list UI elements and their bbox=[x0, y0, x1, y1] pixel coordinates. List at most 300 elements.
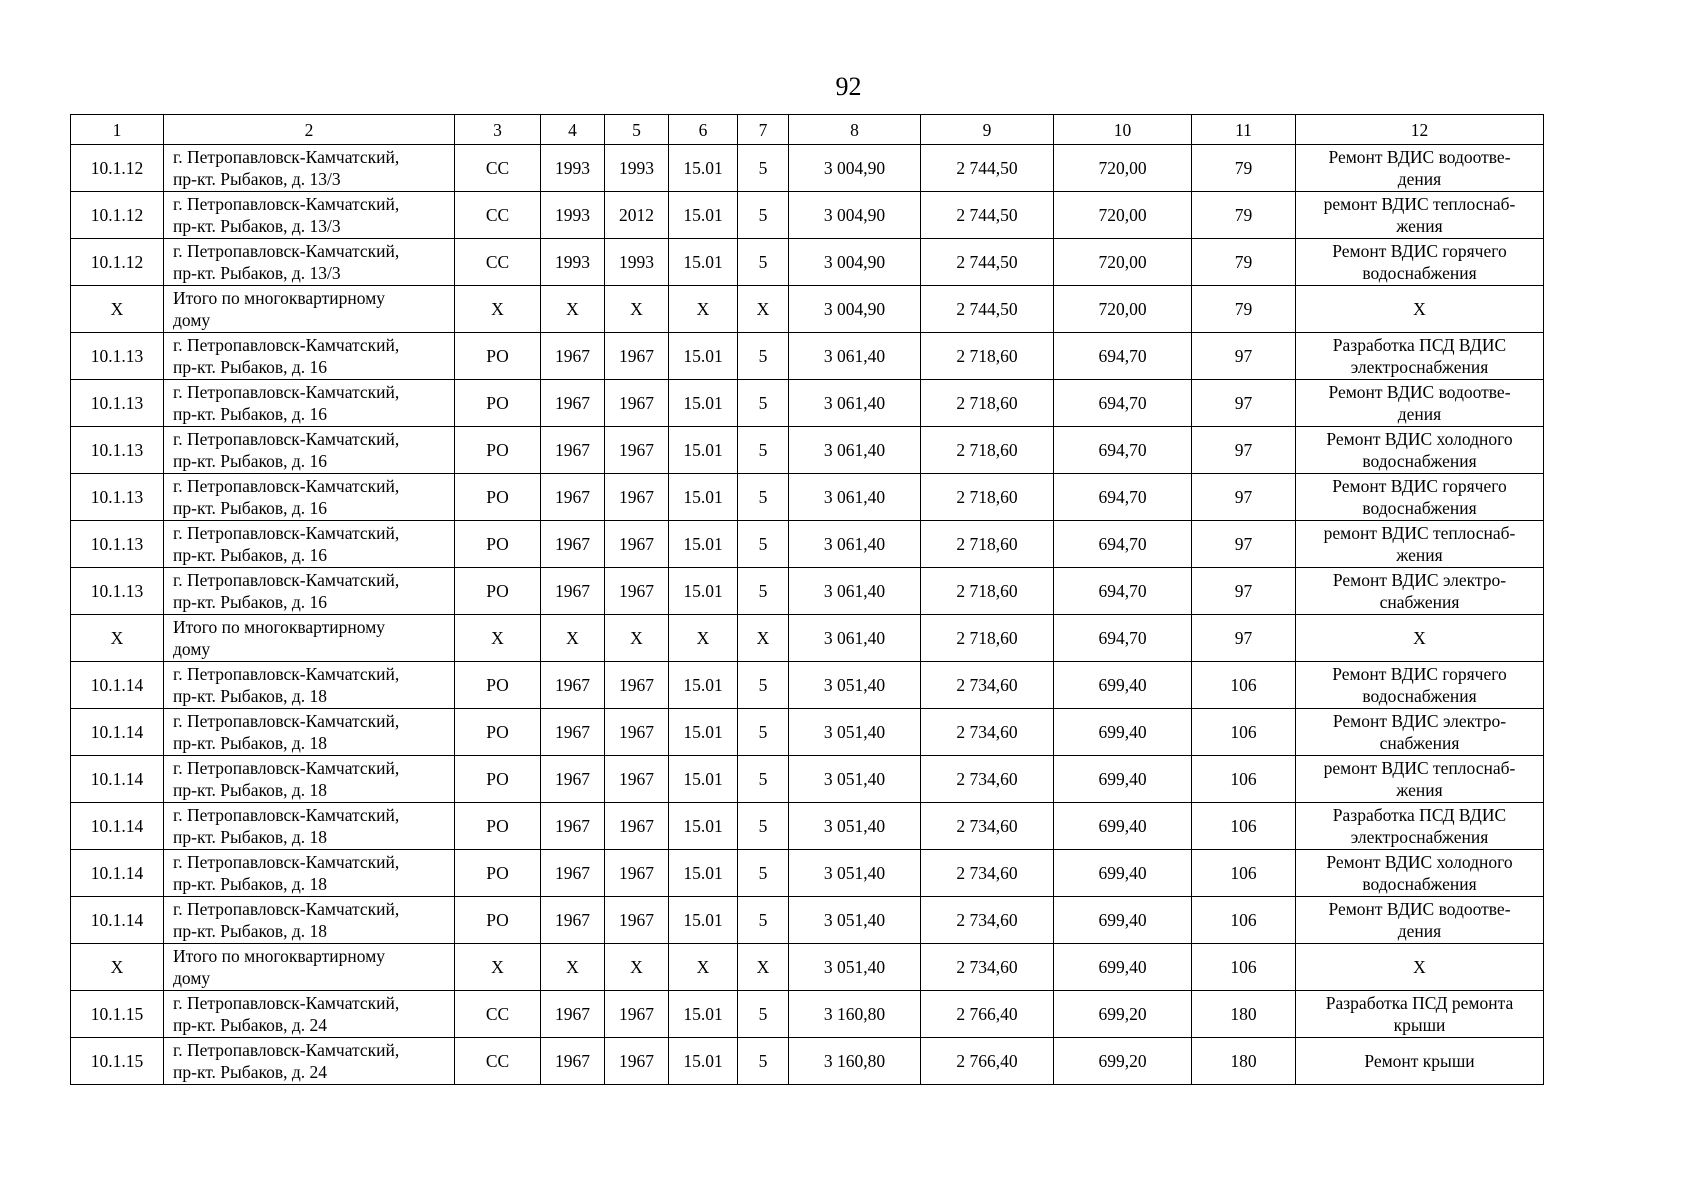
address-line-1: г. Петропавловск-Камчатский, bbox=[173, 523, 400, 543]
total-area-cell: 3 061,40 bbox=[789, 615, 921, 662]
code-cell: 15.01 bbox=[669, 803, 738, 850]
work-type-cell bbox=[1296, 380, 1544, 427]
code-cell: X bbox=[669, 944, 738, 991]
residents-cell: 97 bbox=[1192, 568, 1296, 615]
work-type-cell bbox=[1296, 521, 1544, 568]
work-type-cell bbox=[1296, 850, 1544, 897]
work-type-line-2: водоснабжения bbox=[1362, 874, 1477, 894]
total-area-cell: 3 051,40 bbox=[789, 850, 921, 897]
repair-year-cell: 1967 bbox=[605, 897, 669, 944]
floors-cell: 5 bbox=[738, 427, 789, 474]
address-line-1: г. Петропавловск-Камчатский, bbox=[173, 805, 400, 825]
repair-year-cell: 1993 bbox=[605, 239, 669, 286]
work-type-line-1: X bbox=[1413, 628, 1426, 648]
code-cell: 15.01 bbox=[669, 474, 738, 521]
work-type-line-2: водоснабжения bbox=[1362, 263, 1477, 283]
floors-cell: 5 bbox=[738, 662, 789, 709]
address-cell bbox=[164, 991, 455, 1038]
address-line-2: пр-кт. Рыбаков, д. 18 bbox=[173, 827, 327, 847]
code-cell: 15.01 bbox=[669, 662, 738, 709]
residents-cell: 106 bbox=[1192, 709, 1296, 756]
owner-code-cell: X bbox=[455, 615, 541, 662]
living-area-cell: 2 718,60 bbox=[921, 615, 1054, 662]
column-header: 2 bbox=[164, 115, 455, 145]
table-row bbox=[71, 991, 1544, 1038]
address-line-2: дому bbox=[173, 639, 211, 659]
address-cell bbox=[164, 427, 455, 474]
repair-year-cell: 1967 bbox=[605, 333, 669, 380]
total-area-cell: 3 004,90 bbox=[789, 145, 921, 192]
common-area-cell: 699,40 bbox=[1054, 803, 1192, 850]
item-number-cell: 10.1.13 bbox=[71, 333, 164, 380]
table-row bbox=[71, 427, 1544, 474]
address-line-1: Итого по многоквартирному bbox=[173, 617, 386, 637]
work-type-cell bbox=[1296, 427, 1544, 474]
address-cell bbox=[164, 897, 455, 944]
table-row bbox=[71, 239, 1544, 286]
work-type-cell bbox=[1296, 897, 1544, 944]
common-area-cell: 694,70 bbox=[1054, 521, 1192, 568]
housing-repair-table bbox=[70, 114, 1544, 1085]
code-cell: 15.01 bbox=[669, 756, 738, 803]
owner-code-cell: РО bbox=[455, 474, 541, 521]
work-type-line-1: ремонт ВДИС теплоснаб- bbox=[1323, 523, 1516, 543]
work-type-line-1: ремонт ВДИС теплоснаб- bbox=[1323, 758, 1516, 778]
address-line-1: Итого по многоквартирному bbox=[173, 946, 386, 966]
work-type-line-2: водоснабжения bbox=[1362, 498, 1477, 518]
owner-code-cell: X bbox=[455, 944, 541, 991]
living-area-cell: 2 734,60 bbox=[921, 944, 1054, 991]
address-line-1: г. Петропавловск-Камчатский, bbox=[173, 993, 400, 1013]
address-cell bbox=[164, 145, 455, 192]
address-cell bbox=[164, 615, 455, 662]
column-header: 4 bbox=[541, 115, 605, 145]
column-header: 12 bbox=[1296, 115, 1544, 145]
residents-cell: 106 bbox=[1192, 662, 1296, 709]
address-line-1: г. Петропавловск-Камчатский, bbox=[173, 241, 400, 261]
build-year-cell: 1967 bbox=[541, 427, 605, 474]
code-cell: X bbox=[669, 615, 738, 662]
total-area-cell: 3 160,80 bbox=[789, 991, 921, 1038]
common-area-cell: 699,40 bbox=[1054, 709, 1192, 756]
living-area-cell: 2 734,60 bbox=[921, 850, 1054, 897]
repair-year-cell: 1967 bbox=[605, 427, 669, 474]
build-year-cell: 1993 bbox=[541, 145, 605, 192]
living-area-cell: 2 718,60 bbox=[921, 521, 1054, 568]
total-area-cell: 3 061,40 bbox=[789, 568, 921, 615]
item-number-cell: 10.1.14 bbox=[71, 850, 164, 897]
common-area-cell: 720,00 bbox=[1054, 145, 1192, 192]
work-type-cell bbox=[1296, 286, 1544, 333]
build-year-cell: X bbox=[541, 286, 605, 333]
work-type-line-2: снабжения bbox=[1379, 592, 1460, 612]
work-type-line-1: Ремонт ВДИС электро- bbox=[1332, 711, 1507, 731]
work-type-cell bbox=[1296, 615, 1544, 662]
owner-code-cell: СС bbox=[455, 1038, 541, 1085]
code-cell: 15.01 bbox=[669, 521, 738, 568]
floors-cell: 5 bbox=[738, 756, 789, 803]
address-line-1: г. Петропавловск-Камчатский, bbox=[173, 711, 400, 731]
repair-year-cell: X bbox=[605, 286, 669, 333]
living-area-cell: 2 766,40 bbox=[921, 991, 1054, 1038]
work-type-line-1: Ремонт ВДИС горячего bbox=[1332, 476, 1507, 496]
item-number-cell: X bbox=[71, 944, 164, 991]
residents-cell: 106 bbox=[1192, 850, 1296, 897]
repair-year-cell: 1967 bbox=[605, 709, 669, 756]
common-area-cell: 694,70 bbox=[1054, 568, 1192, 615]
address-cell bbox=[164, 380, 455, 427]
item-number-cell: 10.1.13 bbox=[71, 521, 164, 568]
work-type-line-1: Ремонт ВДИС горячего bbox=[1332, 664, 1507, 684]
address-cell bbox=[164, 709, 455, 756]
common-area-cell: 699,40 bbox=[1054, 756, 1192, 803]
table-body bbox=[71, 115, 1544, 1085]
total-area-cell: 3 061,40 bbox=[789, 380, 921, 427]
address-line-1: г. Петропавловск-Камчатский, bbox=[173, 382, 400, 402]
work-type-line-2: электроснабжения bbox=[1350, 827, 1489, 847]
build-year-cell: 1993 bbox=[541, 239, 605, 286]
owner-code-cell: РО bbox=[455, 427, 541, 474]
floors-cell: 5 bbox=[738, 803, 789, 850]
floors-cell: X bbox=[738, 615, 789, 662]
common-area-cell: 720,00 bbox=[1054, 286, 1192, 333]
total-area-cell: 3 051,40 bbox=[789, 756, 921, 803]
code-cell: 15.01 bbox=[669, 333, 738, 380]
address-line-2: пр-кт. Рыбаков, д. 24 bbox=[173, 1015, 327, 1035]
floors-cell: 5 bbox=[738, 145, 789, 192]
living-area-cell: 2 718,60 bbox=[921, 474, 1054, 521]
address-cell bbox=[164, 333, 455, 380]
residents-cell: 79 bbox=[1192, 192, 1296, 239]
column-header: 7 bbox=[738, 115, 789, 145]
residents-cell: 180 bbox=[1192, 991, 1296, 1038]
work-type-cell bbox=[1296, 756, 1544, 803]
table-row bbox=[71, 803, 1544, 850]
column-header: 8 bbox=[789, 115, 921, 145]
column-header: 1 bbox=[71, 115, 164, 145]
table-row bbox=[71, 756, 1544, 803]
owner-code-cell: X bbox=[455, 286, 541, 333]
common-area-cell: 694,70 bbox=[1054, 474, 1192, 521]
total-area-cell: 3 004,90 bbox=[789, 192, 921, 239]
residents-cell: 79 bbox=[1192, 239, 1296, 286]
item-number-cell: 10.1.13 bbox=[71, 474, 164, 521]
residents-cell: 106 bbox=[1192, 756, 1296, 803]
work-type-line-1: Ремонт ВДИС водоотве- bbox=[1328, 899, 1511, 919]
floors-cell: 5 bbox=[738, 991, 789, 1038]
code-cell: 15.01 bbox=[669, 991, 738, 1038]
code-cell: 15.01 bbox=[669, 897, 738, 944]
common-area-cell: 699,40 bbox=[1054, 662, 1192, 709]
address-line-2: пр-кт. Рыбаков, д. 13/3 bbox=[173, 169, 341, 189]
table-row bbox=[71, 850, 1544, 897]
work-type-line-2: дения bbox=[1397, 921, 1442, 941]
total-area-cell: 3 061,40 bbox=[789, 521, 921, 568]
build-year-cell: 1967 bbox=[541, 474, 605, 521]
repair-year-cell: 1967 bbox=[605, 380, 669, 427]
address-line-2: пр-кт. Рыбаков, д. 16 bbox=[173, 357, 327, 377]
repair-year-cell: 1993 bbox=[605, 145, 669, 192]
floors-cell: 5 bbox=[738, 709, 789, 756]
total-area-cell: 3 061,40 bbox=[789, 427, 921, 474]
residents-cell: 79 bbox=[1192, 286, 1296, 333]
owner-code-cell: РО bbox=[455, 568, 541, 615]
code-cell: 15.01 bbox=[669, 239, 738, 286]
living-area-cell: 2 744,50 bbox=[921, 145, 1054, 192]
address-line-1: г. Петропавловск-Камчатский, bbox=[173, 570, 400, 590]
residents-cell: 106 bbox=[1192, 897, 1296, 944]
address-cell bbox=[164, 850, 455, 897]
build-year-cell: 1967 bbox=[541, 1038, 605, 1085]
owner-code-cell: РО bbox=[455, 333, 541, 380]
work-type-line-1: Ремонт ВДИС водоотве- bbox=[1328, 147, 1511, 167]
common-area-cell: 699,40 bbox=[1054, 850, 1192, 897]
item-number-cell: 10.1.14 bbox=[71, 803, 164, 850]
repair-year-cell: 1967 bbox=[605, 521, 669, 568]
work-type-line-2: крыши bbox=[1393, 1015, 1446, 1035]
common-area-cell: 720,00 bbox=[1054, 192, 1192, 239]
work-type-line-1: Разработка ПСД ВДИС bbox=[1332, 805, 1507, 825]
work-type-line-2: водоснабжения bbox=[1362, 686, 1477, 706]
common-area-cell: 699,40 bbox=[1054, 897, 1192, 944]
living-area-cell: 2 734,60 bbox=[921, 756, 1054, 803]
item-number-cell: 10.1.15 bbox=[71, 1038, 164, 1085]
total-area-cell: 3 061,40 bbox=[789, 333, 921, 380]
address-cell bbox=[164, 286, 455, 333]
repair-year-cell: 1967 bbox=[605, 756, 669, 803]
item-number-cell: 10.1.14 bbox=[71, 897, 164, 944]
living-area-cell: 2 718,60 bbox=[921, 568, 1054, 615]
work-type-line-2: электроснабжения bbox=[1350, 357, 1489, 377]
repair-year-cell: X bbox=[605, 615, 669, 662]
address-cell bbox=[164, 1038, 455, 1085]
address-line-2: пр-кт. Рыбаков, д. 16 bbox=[173, 404, 327, 424]
table-row bbox=[71, 897, 1544, 944]
item-number-cell: 10.1.15 bbox=[71, 991, 164, 1038]
floors-cell: 5 bbox=[738, 333, 789, 380]
build-year-cell: 1967 bbox=[541, 380, 605, 427]
address-cell bbox=[164, 662, 455, 709]
living-area-cell: 2 744,50 bbox=[921, 192, 1054, 239]
address-line-1: г. Петропавловск-Камчатский, bbox=[173, 476, 400, 496]
work-type-line-2: снабжения bbox=[1379, 733, 1460, 753]
work-type-line-1: ремонт ВДИС теплоснаб- bbox=[1323, 194, 1516, 214]
residents-cell: 106 bbox=[1192, 944, 1296, 991]
owner-code-cell: РО bbox=[455, 756, 541, 803]
code-cell: X bbox=[669, 286, 738, 333]
build-year-cell: 1993 bbox=[541, 192, 605, 239]
common-area-cell: 694,70 bbox=[1054, 333, 1192, 380]
build-year-cell: 1967 bbox=[541, 897, 605, 944]
residents-cell: 97 bbox=[1192, 333, 1296, 380]
table-row bbox=[71, 1038, 1544, 1085]
owner-code-cell: РО bbox=[455, 850, 541, 897]
column-header: 6 bbox=[669, 115, 738, 145]
living-area-cell: 2 766,40 bbox=[921, 1038, 1054, 1085]
living-area-cell: 2 744,50 bbox=[921, 239, 1054, 286]
total-area-cell: 3 051,40 bbox=[789, 897, 921, 944]
living-area-cell: 2 734,60 bbox=[921, 897, 1054, 944]
repair-year-cell: 1967 bbox=[605, 803, 669, 850]
work-type-cell bbox=[1296, 333, 1544, 380]
repair-year-cell: 1967 bbox=[605, 1038, 669, 1085]
owner-code-cell: СС bbox=[455, 239, 541, 286]
column-number-header bbox=[71, 115, 1544, 145]
address-cell bbox=[164, 192, 455, 239]
item-number-cell: 10.1.13 bbox=[71, 568, 164, 615]
address-line-2: пр-кт. Рыбаков, д. 18 bbox=[173, 874, 327, 894]
living-area-cell: 2 718,60 bbox=[921, 333, 1054, 380]
address-line-2: дому bbox=[173, 968, 211, 988]
table-row bbox=[71, 568, 1544, 615]
owner-code-cell: СС bbox=[455, 991, 541, 1038]
work-type-cell bbox=[1296, 568, 1544, 615]
work-type-cell bbox=[1296, 662, 1544, 709]
living-area-cell: 2 734,60 bbox=[921, 709, 1054, 756]
item-number-cell: 10.1.13 bbox=[71, 427, 164, 474]
code-cell: 15.01 bbox=[669, 1038, 738, 1085]
address-line-1: г. Петропавловск-Камчатский, bbox=[173, 147, 400, 167]
work-type-cell bbox=[1296, 709, 1544, 756]
repair-year-cell: 2012 bbox=[605, 192, 669, 239]
repair-year-cell: 1967 bbox=[605, 991, 669, 1038]
work-type-line-1: Ремонт ВДИС холодного bbox=[1326, 852, 1513, 872]
living-area-cell: 2 734,60 bbox=[921, 803, 1054, 850]
repair-year-cell: 1967 bbox=[605, 568, 669, 615]
total-area-cell: 3 051,40 bbox=[789, 662, 921, 709]
work-type-cell bbox=[1296, 1038, 1544, 1085]
floors-cell: 5 bbox=[738, 192, 789, 239]
total-area-cell: 3 004,90 bbox=[789, 239, 921, 286]
table-row bbox=[71, 145, 1544, 192]
address-line-1: г. Петропавловск-Камчатский, bbox=[173, 664, 400, 684]
floors-cell: 5 bbox=[738, 897, 789, 944]
residents-cell: 97 bbox=[1192, 615, 1296, 662]
address-line-1: г. Петропавловск-Камчатский, bbox=[173, 852, 400, 872]
build-year-cell: 1967 bbox=[541, 850, 605, 897]
item-number-cell: 10.1.14 bbox=[71, 662, 164, 709]
column-header: 11 bbox=[1192, 115, 1296, 145]
page-number: 92 bbox=[835, 72, 862, 101]
floors-cell: X bbox=[738, 286, 789, 333]
work-type-line-2: дения bbox=[1397, 169, 1442, 189]
floors-cell: 5 bbox=[738, 850, 789, 897]
owner-code-cell: РО bbox=[455, 521, 541, 568]
work-type-line-1: Ремонт ВДИС холодного bbox=[1326, 429, 1513, 449]
address-cell bbox=[164, 239, 455, 286]
address-line-2: дому bbox=[173, 310, 211, 330]
address-line-2: пр-кт. Рыбаков, д. 18 bbox=[173, 733, 327, 753]
table-row bbox=[71, 709, 1544, 756]
address-line-2: пр-кт. Рыбаков, д. 16 bbox=[173, 498, 327, 518]
work-type-line-1: X bbox=[1413, 957, 1426, 977]
work-type-cell bbox=[1296, 474, 1544, 521]
address-cell bbox=[164, 521, 455, 568]
address-line-2: пр-кт. Рыбаков, д. 18 bbox=[173, 780, 327, 800]
table-row bbox=[71, 615, 1544, 662]
item-number-cell: 10.1.12 bbox=[71, 192, 164, 239]
address-line-1: г. Петропавловск-Камчатский, bbox=[173, 1040, 400, 1060]
address-line-1: г. Петропавловск-Камчатский, bbox=[173, 899, 400, 919]
item-number-cell: 10.1.14 bbox=[71, 709, 164, 756]
total-area-cell: 3 051,40 bbox=[789, 944, 921, 991]
common-area-cell: 694,70 bbox=[1054, 427, 1192, 474]
work-type-cell bbox=[1296, 239, 1544, 286]
item-number-cell: 10.1.13 bbox=[71, 380, 164, 427]
residents-cell: 106 bbox=[1192, 803, 1296, 850]
table-row bbox=[71, 944, 1544, 991]
owner-code-cell: СС bbox=[455, 192, 541, 239]
repair-year-cell: 1967 bbox=[605, 850, 669, 897]
living-area-cell: 2 718,60 bbox=[921, 380, 1054, 427]
living-area-cell: 2 718,60 bbox=[921, 427, 1054, 474]
item-number-cell: 10.1.12 bbox=[71, 239, 164, 286]
code-cell: 15.01 bbox=[669, 568, 738, 615]
build-year-cell: 1967 bbox=[541, 662, 605, 709]
build-year-cell: 1967 bbox=[541, 756, 605, 803]
floors-cell: 5 bbox=[738, 474, 789, 521]
owner-code-cell: РО bbox=[455, 662, 541, 709]
build-year-cell: X bbox=[541, 615, 605, 662]
common-area-cell: 699,20 bbox=[1054, 991, 1192, 1038]
repair-year-cell: 1967 bbox=[605, 474, 669, 521]
residents-cell: 180 bbox=[1192, 1038, 1296, 1085]
owner-code-cell: РО bbox=[455, 709, 541, 756]
repair-year-cell: X bbox=[605, 944, 669, 991]
code-cell: 15.01 bbox=[669, 192, 738, 239]
total-area-cell: 3 051,40 bbox=[789, 709, 921, 756]
address-line-1: г. Петропавловск-Камчатский, bbox=[173, 335, 400, 355]
address-cell bbox=[164, 756, 455, 803]
build-year-cell: 1967 bbox=[541, 568, 605, 615]
work-type-cell bbox=[1296, 145, 1544, 192]
address-line-2: пр-кт. Рыбаков, д. 18 bbox=[173, 686, 327, 706]
floors-cell: 5 bbox=[738, 239, 789, 286]
item-number-cell: 10.1.14 bbox=[71, 756, 164, 803]
total-area-cell: 3 004,90 bbox=[789, 286, 921, 333]
work-type-line-1: Ремонт ВДИС водоотве- bbox=[1328, 382, 1511, 402]
living-area-cell: 2 744,50 bbox=[921, 286, 1054, 333]
work-type-line-2: жения bbox=[1396, 780, 1443, 800]
address-cell bbox=[164, 474, 455, 521]
work-type-cell bbox=[1296, 991, 1544, 1038]
item-number-cell: X bbox=[71, 615, 164, 662]
residents-cell: 97 bbox=[1192, 521, 1296, 568]
table-row bbox=[71, 333, 1544, 380]
work-type-line-1: Разработка ПСД ВДИС bbox=[1332, 335, 1507, 355]
item-number-cell: 10.1.12 bbox=[71, 145, 164, 192]
build-year-cell: 1967 bbox=[541, 991, 605, 1038]
owner-code-cell: РО bbox=[455, 897, 541, 944]
floors-cell: X bbox=[738, 944, 789, 991]
common-area-cell: 720,00 bbox=[1054, 239, 1192, 286]
column-header: 9 bbox=[921, 115, 1054, 145]
work-type-line-1: Разработка ПСД ремонта bbox=[1325, 993, 1514, 1013]
common-area-cell: 694,70 bbox=[1054, 380, 1192, 427]
address-line-2: пр-кт. Рыбаков, д. 13/3 bbox=[173, 216, 341, 236]
table-row bbox=[71, 521, 1544, 568]
column-header: 10 bbox=[1054, 115, 1192, 145]
floors-cell: 5 bbox=[738, 380, 789, 427]
common-area-cell: 699,20 bbox=[1054, 1038, 1192, 1085]
address-line-1: Итого по многоквартирному bbox=[173, 288, 386, 308]
common-area-cell: 694,70 bbox=[1054, 615, 1192, 662]
work-type-cell bbox=[1296, 944, 1544, 991]
address-line-2: пр-кт. Рыбаков, д. 16 bbox=[173, 592, 327, 612]
table-row bbox=[71, 662, 1544, 709]
table-row bbox=[71, 380, 1544, 427]
table-row bbox=[71, 192, 1544, 239]
